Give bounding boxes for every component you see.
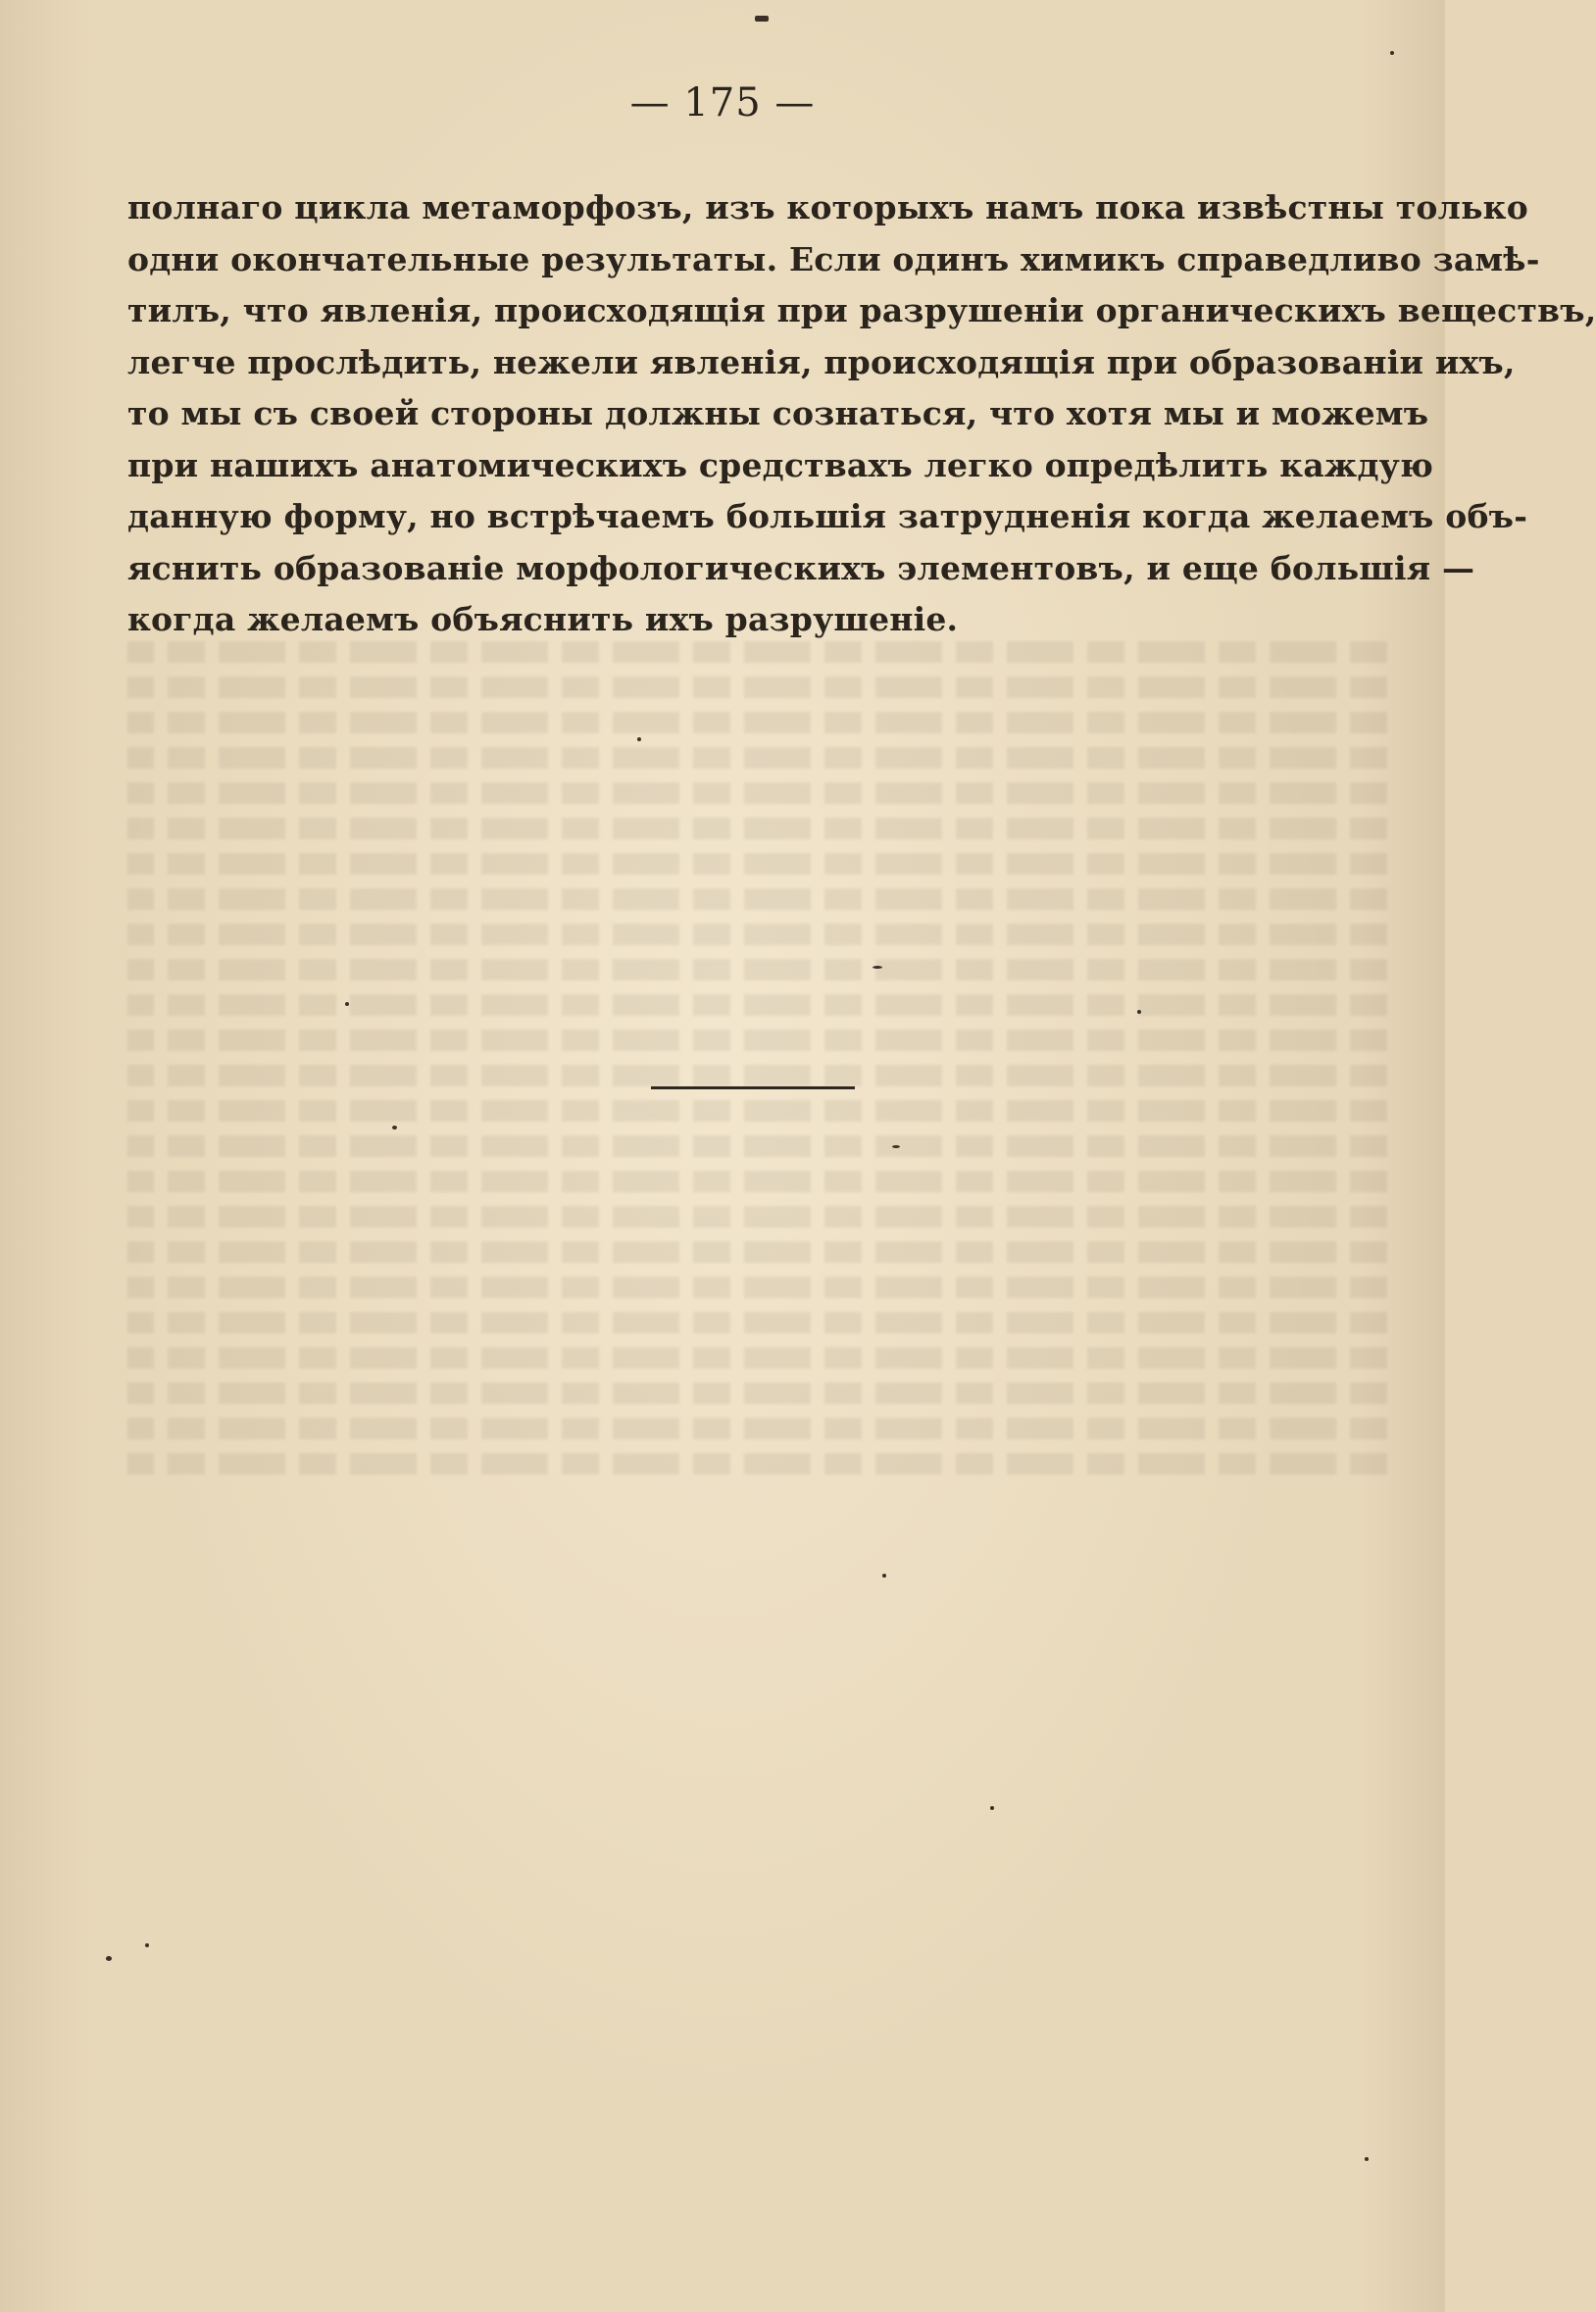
text-line: одни окончательные результаты. Если одинъ химикъ справедливо замѣ- bbox=[127, 239, 1540, 278]
ink-speck bbox=[392, 1126, 397, 1130]
text-line: яснить образованіе морфологическихъ элементовъ, и еще большія — bbox=[127, 548, 1475, 587]
ink-speck bbox=[882, 1574, 886, 1578]
text-line: когда желаемъ объяснить ихъ разрушеніе. bbox=[127, 600, 959, 638]
ink-speck bbox=[106, 1956, 112, 1961]
ink-speck bbox=[1390, 51, 1394, 55]
text-line: полнаго цикла метаморфозъ, изъ которыхъ намъ пока извѣстны только bbox=[127, 188, 1528, 226]
ink-speck bbox=[1365, 2157, 1369, 2161]
text-line: тилъ, что явленія, происходящія при разрушеніи органическихъ веществъ, bbox=[127, 291, 1596, 329]
ink-speck bbox=[873, 966, 882, 969]
ink-speck bbox=[345, 1002, 349, 1006]
ink-mark bbox=[755, 16, 769, 22]
ink-speck bbox=[990, 1806, 994, 1810]
paragraph bbox=[127, 182, 1596, 646]
text-line: данную форму, но встрѣчаемъ большія затрудненія когда желаемъ объ- bbox=[127, 497, 1528, 535]
text-line: то мы съ своей стороны должны сознаться, что хотя мы и можемъ bbox=[127, 394, 1429, 432]
page-number: — 175 — bbox=[629, 80, 816, 126]
text-line: легче прослѣдить, нежели явленія, происходящія при образованіи ихъ, bbox=[127, 342, 1516, 381]
section-divider bbox=[651, 1086, 855, 1089]
ink-speck bbox=[892, 1145, 900, 1148]
ink-speck bbox=[145, 1943, 149, 1947]
bleed-through-texture bbox=[127, 628, 1387, 2216]
ink-speck bbox=[637, 737, 641, 741]
text-line: при нашихъ анатомическихъ средствахъ легко опредѣлить каждую bbox=[127, 445, 1433, 484]
ink-speck bbox=[1137, 1010, 1141, 1014]
